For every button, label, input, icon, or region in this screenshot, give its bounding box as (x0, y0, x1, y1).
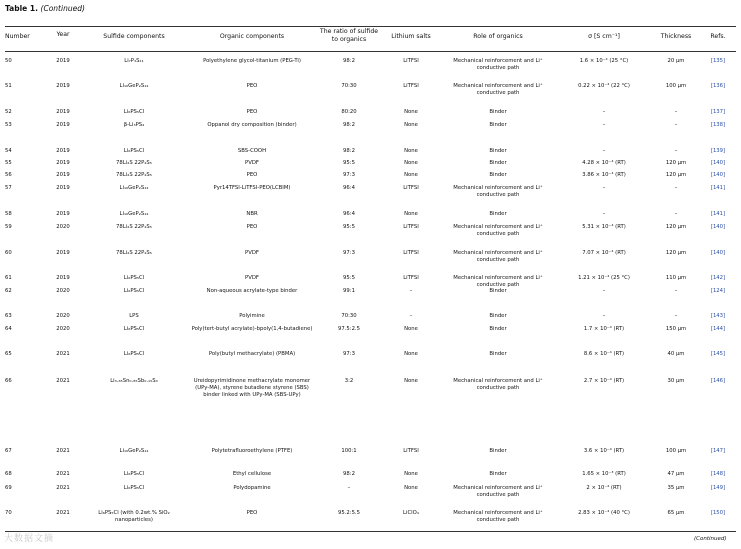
table-cell: PVDF (245, 250, 259, 256)
table-cell: 64 (5, 326, 12, 332)
table-cell: Li₁₀GeP₂S₁₂ (119, 211, 149, 217)
table-cell: – (602, 185, 606, 191)
table-cell: 57 (5, 185, 12, 191)
table-cell: LiTFSI (403, 83, 419, 89)
table-cell: – (674, 288, 678, 294)
table-cell: Binder (489, 471, 507, 477)
header-cell: Organic components (219, 33, 285, 40)
table-cell: Binder (489, 211, 507, 217)
table-cell: 66 (5, 378, 12, 384)
table-cell: – (602, 288, 606, 294)
table-cell: 53 (5, 122, 12, 128)
reference-link[interactable]: [140] (710, 160, 726, 166)
table-cell: 96:4 (343, 211, 355, 217)
table-cell: None (404, 211, 418, 217)
table-cell: 98:2 (343, 122, 355, 128)
table-cell: Li₆PS₅Cl (123, 351, 145, 357)
table-cell: PEO (246, 510, 258, 516)
table-cell: Binder (489, 160, 507, 166)
table-cell: 100:1 (341, 448, 357, 454)
reference-link[interactable]: [135] (710, 58, 726, 64)
table-cell: 2019 (56, 83, 70, 89)
table-cell: 150 µm (665, 326, 687, 332)
header-bottom-rule (5, 51, 736, 52)
table-cell: – (674, 211, 678, 217)
table-cell: 2021 (56, 485, 70, 491)
table-cell: PEO (246, 109, 258, 115)
table-cell: 3.6 × 10⁻⁴ (RT) (583, 448, 625, 454)
table-cell: 67 (5, 448, 12, 454)
table-cell: Binder (489, 288, 507, 294)
table-cell: Li₆PS₅Cl (123, 109, 145, 115)
table-cell: 40 µm (667, 351, 685, 357)
table-cell: Mechanical reinforcement and Li⁺ conductive path (453, 378, 543, 391)
table-cell: 2021 (56, 471, 70, 477)
reference-link[interactable]: [137] (710, 109, 726, 115)
table-cell: Binder (489, 148, 507, 154)
table-cell: None (404, 471, 418, 477)
table-cell: 70:30 (341, 313, 357, 319)
table-cell: None (404, 122, 418, 128)
table-cell: 4.28 × 10⁻⁴ (RT) (582, 160, 626, 166)
table-cell: Binder (489, 122, 507, 128)
table-cell: Oppanol dry composition (binder) (207, 122, 297, 128)
table-cell: 96:4 (343, 185, 355, 191)
table-cell: Mechanical reinforcement and Li⁺ conductive path (453, 510, 543, 523)
table-cell: 1.6 × 10⁻⁴ (25 °C) (579, 58, 629, 64)
table-cell: Polytetrafluoroethylene (PTFE) (211, 448, 293, 454)
table-cell: LPS (129, 313, 139, 319)
caption-label: Table 1. (5, 4, 38, 13)
table-cell: Li₆PS₅Cl (123, 288, 145, 294)
table-cell: 97:3 (343, 351, 355, 357)
table-cell: 2019 (56, 185, 70, 191)
table-cell: 2019 (56, 250, 70, 256)
table-cell: Li₆PS₅Cl (123, 148, 145, 154)
table-cell: 54 (5, 148, 12, 154)
table-cell: 69 (5, 485, 12, 491)
table-cell: 0.22 × 10⁻⁴ (22 °C) (578, 83, 630, 89)
header-cell: The ratio of sulfide to organics (319, 28, 379, 43)
table-cell: Mechanical reinforcement and Li⁺ conductive path (453, 250, 543, 263)
table-cell: LiTFSI (403, 58, 419, 64)
table-cell: 80:20 (341, 109, 357, 115)
table-cell: 120 µm (665, 250, 687, 256)
table-cell: 7.07 × 10⁻⁴ (RT) (582, 250, 626, 256)
table-cell: 65 (5, 351, 12, 357)
header-cell: Sulfide components (103, 33, 165, 40)
reference-link[interactable]: [136] (710, 83, 726, 89)
table-cell: Li₁₀GeP₂S₁₂ (119, 83, 149, 89)
reference-link[interactable]: [139] (710, 148, 726, 154)
table-cell: LiTFSI (403, 448, 419, 454)
table-cell: 61 (5, 275, 12, 281)
header-cell: Lithium salts (391, 33, 431, 40)
reference-link[interactable]: [140] (710, 172, 726, 178)
table-cell: Li₆PS₅Cl (123, 326, 145, 332)
header-cell: σ [S cm⁻¹] (588, 33, 620, 40)
table-cell: 2020 (56, 224, 70, 230)
table-cell: 98:2 (343, 471, 355, 477)
table-cell: 3.86 × 10⁻⁴ (RT) (582, 172, 626, 178)
reference-link[interactable]: [141] (710, 185, 726, 191)
table-cell: 8.6 × 10⁻⁴ (RT) (583, 351, 625, 357)
table-cell: None (404, 160, 418, 166)
table-cell: 97.5:2.5 (337, 326, 360, 332)
table-cell: 20 µm (667, 58, 685, 64)
table-cell: – (602, 109, 606, 115)
table-cell: β-Li₃PS₄ (123, 122, 145, 128)
table-cell: Polydopamine (233, 485, 271, 491)
reference-link[interactable]: [146] (710, 378, 726, 384)
table-cell: Mechanical reinforcement and Li⁺ conductive path (453, 83, 543, 96)
table-cell: – (602, 211, 606, 217)
table-cell: Li₆PS₅Cl (123, 485, 145, 491)
table-cell: 70 (5, 510, 12, 516)
table-cell: None (404, 148, 418, 154)
table-cell: 97:3 (343, 250, 355, 256)
table-cell: Li₃.₈₅Sn₀.₈₅Sb₀.₁₅S₄ (110, 378, 158, 384)
table-cell: – (674, 313, 678, 319)
table-cell: 100 µm (665, 83, 687, 89)
table-cell: LiTFSI (403, 275, 419, 281)
table-caption (5, 4, 85, 13)
table-cell: Binder (489, 351, 507, 357)
table-cell: LiTFSI (403, 250, 419, 256)
reference-link[interactable]: [140] (710, 250, 726, 256)
table-cell: 60 (5, 250, 12, 256)
table-cell: 35 µm (667, 485, 685, 491)
table-cell: 2020 (56, 313, 70, 319)
reference-link[interactable]: [147] (710, 448, 726, 454)
table-cell: Poly(butyl methacrylate) (PBMA) (208, 351, 296, 357)
table-cell: 58 (5, 211, 12, 217)
table-cell: Binder (489, 313, 507, 319)
table-cell: Polyimine (239, 313, 265, 319)
table-cell: PEO (246, 224, 258, 230)
table-cell: Pyr14TFSI-LiTFSI-PEO(LCBIM) (213, 185, 291, 191)
table-cell: 120 µm (665, 224, 687, 230)
table-cell: Li₆PS₅Cl (123, 471, 145, 477)
table-cell: PEO (246, 83, 258, 89)
table-cell: 2019 (56, 109, 70, 115)
table-cell: None (404, 172, 418, 178)
table-cell: 65 µm (667, 510, 685, 516)
table-cell: – (602, 313, 606, 319)
table-cell: 98:2 (343, 148, 355, 154)
table-cell: Poly(tert-butyl acrylate)-bpoly(1,4-butadiene) (191, 326, 313, 332)
table-cell: Mechanical reinforcement and Li⁺ conductive path (453, 185, 543, 198)
table-cell: 110 µm (665, 275, 687, 281)
table-cell: Mechanical reinforcement and Li⁺ conductive path (453, 275, 543, 288)
table-cell: Li₁₀GeP₂S₁₂ (119, 448, 149, 454)
table-cell: 2019 (56, 172, 70, 178)
reference-link[interactable]: [145] (710, 351, 726, 357)
table-cell: 59 (5, 224, 12, 230)
table-cell: 78Li₂S 22P₂S₅ (116, 250, 152, 256)
table-cell: SBS-COOH (237, 148, 267, 154)
table-cell: 2019 (56, 160, 70, 166)
table-cell: Li₁₀GeP₂S₁₂ (119, 185, 149, 191)
table-cell: Mechanical reinforcement and Li⁺ conductive path (453, 58, 543, 71)
table-cell: PVDF (245, 160, 259, 166)
table-cell: 52 (5, 109, 12, 115)
table-cell: LiTFSI (403, 224, 419, 230)
table-cell: 70:30 (341, 83, 357, 89)
table-cell: 2021 (56, 448, 70, 454)
table-cell: 5.31 × 10⁻⁴ (RT) (582, 224, 626, 230)
table-cell: 2019 (56, 275, 70, 281)
table-cell: 1.7 × 10⁻⁴ (RT) (583, 326, 625, 332)
table-cell: 98:2 (343, 58, 355, 64)
table-cell: Mechanical reinforcement and Li⁺ conductive path (453, 485, 543, 498)
reference-link[interactable]: [138] (710, 122, 726, 128)
table-cell: 30 µm (667, 378, 685, 384)
table-cell: Binder (489, 172, 507, 178)
table-cell: 2021 (56, 378, 70, 384)
table-cell: 62 (5, 288, 12, 294)
table-cell: 63 (5, 313, 12, 319)
table-cell: None (404, 326, 418, 332)
continued-footer: (Continued) (694, 536, 727, 542)
reference-link[interactable]: [143] (710, 313, 726, 319)
reference-link[interactable]: [150] (710, 510, 726, 516)
table-cell: 2019 (56, 58, 70, 64)
table-bottom-rule (5, 531, 736, 532)
reference-link[interactable]: [149] (710, 485, 726, 491)
table-cell: PEO (246, 172, 258, 178)
table-cell: Li₆PS₅Cl (123, 275, 145, 281)
table-cell: 56 (5, 172, 12, 178)
table-cell: 2.7 × 10⁻⁴ (RT) (583, 378, 625, 384)
header-cell: Year (56, 31, 70, 38)
table-cell: 3:2 (344, 378, 354, 384)
table-cell: 95.2:5.5 (337, 510, 360, 516)
table-cell: None (404, 109, 418, 115)
table-cell: 120 µm (665, 172, 687, 178)
table-cell: 2 × 10⁻⁴ (RT) (586, 485, 622, 491)
caption-continued: (Continued) (40, 4, 85, 13)
table-cell: 95:5 (343, 160, 355, 166)
table-cell: – (409, 288, 413, 294)
table-cell: PVDF (245, 275, 259, 281)
header-cell: Thickness (660, 33, 692, 40)
table-cell: – (674, 185, 678, 191)
table-cell: 2021 (56, 351, 70, 357)
table-cell: NBR (246, 211, 258, 217)
table-cell: 99:1 (343, 288, 355, 294)
reference-link[interactable]: [144] (710, 326, 726, 332)
table-cell: 100 µm (665, 448, 687, 454)
table-cell: – (674, 109, 678, 115)
table-cell: 78Li₂S 22P₂S₅ (116, 172, 152, 178)
table-cell: 2019 (56, 148, 70, 154)
table-cell: 68 (5, 471, 12, 477)
table-cell: Li₆PS₅Cl (with 0.2wt.% SiO₂ nanoparticles) (98, 510, 170, 523)
table-cell: 55 (5, 160, 12, 166)
table-cell: Binder (489, 326, 507, 332)
table-cell: 47 µm (667, 471, 685, 477)
table-cell: 2020 (56, 326, 70, 332)
reference-link[interactable]: [124] (710, 288, 726, 294)
table-cell: 50 (5, 58, 12, 64)
table-cell: None (404, 485, 418, 491)
table-cell: Ethyl cellulose (232, 471, 272, 477)
table-cell: – (602, 122, 606, 128)
reference-link[interactable]: [141] (710, 211, 726, 217)
table-cell: – (674, 122, 678, 128)
table-cell: 78Li₂S 22P₂S₅ (116, 160, 152, 166)
table-cell: None (404, 351, 418, 357)
table-cell: 2020 (56, 288, 70, 294)
table-cell: 2019 (56, 211, 70, 217)
table-cell: – (602, 148, 606, 154)
header-cell: Number (5, 33, 30, 40)
watermark-logo: 大数据文摘 (4, 534, 55, 544)
table-cell: 95:5 (343, 275, 355, 281)
table-cell: 2.83 × 10⁻⁴ (40 °C) (578, 510, 630, 516)
table-cell: 51 (5, 83, 12, 89)
table-cell: 1.21 × 10⁻⁴ (25 °C) (578, 275, 630, 281)
table-cell: Polyethylene glycol-titanium (PEG-Ti) (203, 58, 301, 64)
table-cell: LiTFSI (403, 185, 419, 191)
table-cell: 2019 (56, 122, 70, 128)
table-cell: None (404, 378, 418, 384)
table-cell: Mechanical reinforcement and Li⁺ conductive path (453, 224, 543, 237)
reference-link[interactable]: [148] (710, 471, 726, 477)
table-cell: 2021 (56, 510, 70, 516)
table-cell: 97:3 (343, 172, 355, 178)
header-cell: Refs. (710, 33, 726, 40)
table-cell: – (674, 148, 678, 154)
header-cell: Role of organics (473, 33, 523, 40)
table-cell: Non-aqueous acrylate-type binder (206, 288, 298, 294)
table-cell: Binder (489, 448, 507, 454)
table-cell: 120 µm (665, 160, 687, 166)
table-cell: 95:5 (343, 224, 355, 230)
table-cell: Binder (489, 109, 507, 115)
header-top-rule (5, 26, 736, 27)
table-cell: Li₇P₃S₁₁ (124, 58, 144, 64)
reference-link[interactable]: [142] (710, 275, 726, 281)
table-cell: 1.65 × 10⁻³ (RT) (582, 471, 626, 477)
reference-link[interactable]: [140] (710, 224, 726, 230)
table-cell: 78Li₂S 22P₂S₅ (116, 224, 152, 230)
table-cell: Ureidopyrimidinone methacrylate monomer (UPy-MA), styrene butadiene styrene (SBS) binder linked with UPy-MA (SBS-UPy) (193, 378, 311, 398)
table-cell: – (347, 485, 351, 491)
table-cell: LiClO₄ (403, 510, 419, 516)
table-cell: – (409, 313, 413, 319)
